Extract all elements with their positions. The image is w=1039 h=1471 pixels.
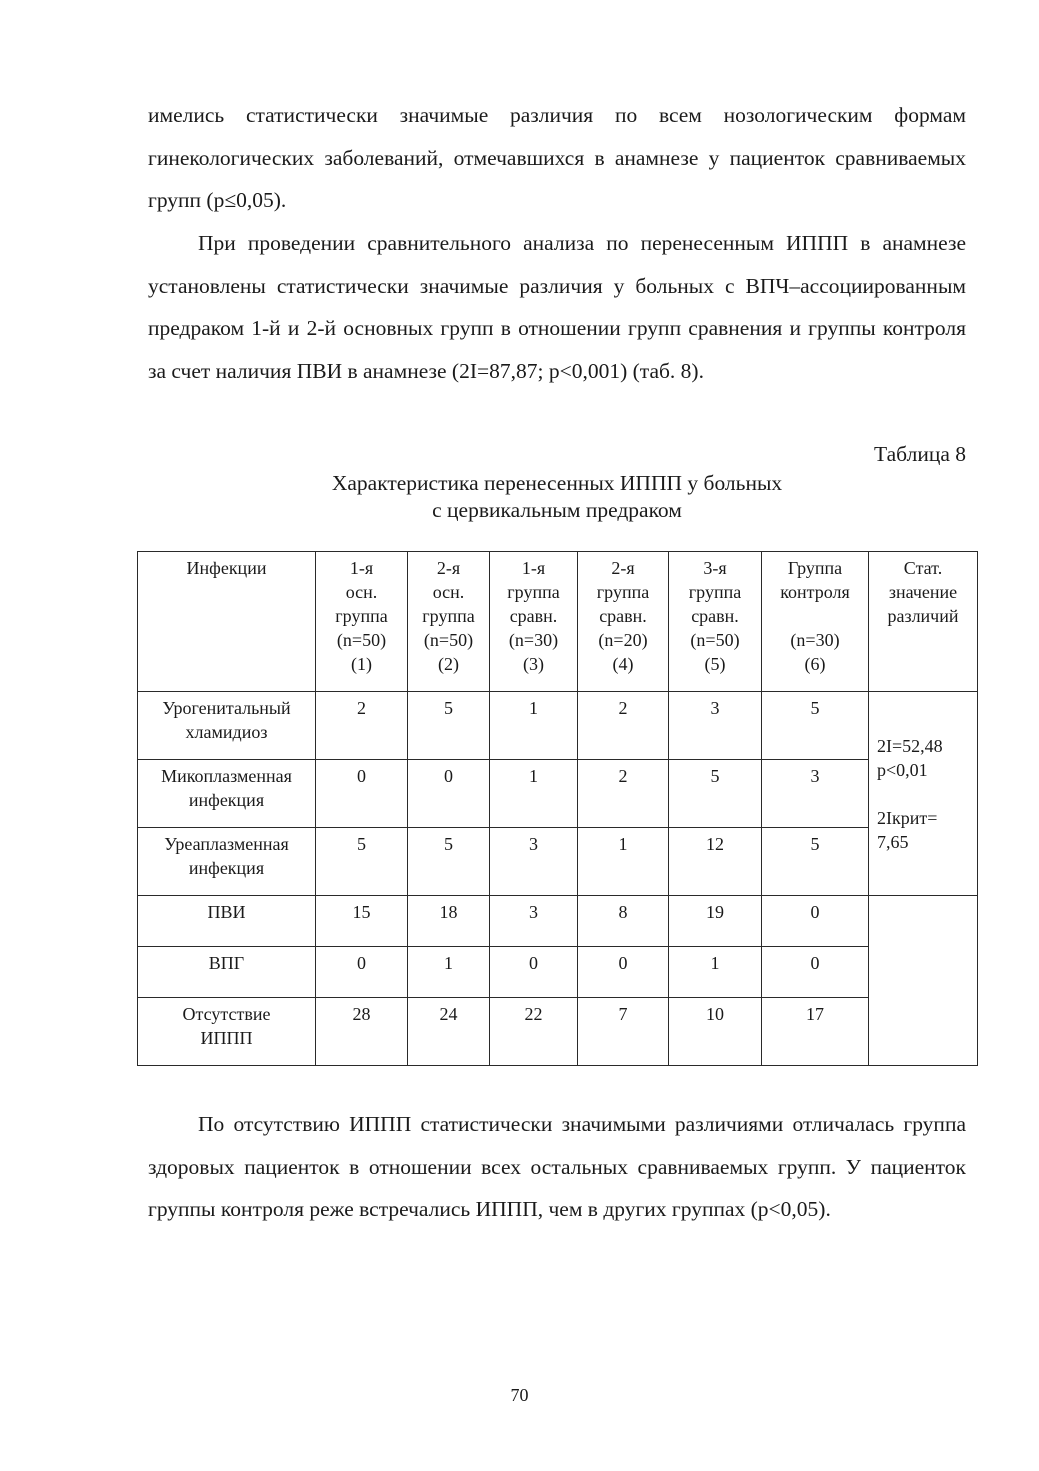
table-cell: 24: [408, 998, 490, 1066]
column-header-line: 1-я: [349, 558, 374, 578]
row-label: [138, 760, 316, 828]
table-cell: 1: [490, 760, 578, 828]
column-header-line: контроля: [780, 582, 850, 602]
table-cell: 7: [578, 998, 669, 1066]
column-header-line: группа: [422, 606, 475, 626]
column-header: [578, 552, 669, 692]
row-label-line: инфекция: [188, 858, 265, 878]
table-cell: 0: [408, 760, 490, 828]
row-label: [138, 998, 316, 1066]
column-header-line: сравн.: [509, 606, 558, 626]
column-header-line: Стат.: [903, 558, 943, 578]
table-cell: 5: [408, 692, 490, 760]
table-cell: 1: [490, 692, 578, 760]
column-header: [490, 552, 578, 692]
table-cell: 1: [669, 947, 762, 998]
row-label-line: Микоплазменная: [161, 766, 292, 786]
column-header-line: (6): [804, 654, 826, 674]
table-cell: 0: [490, 947, 578, 998]
table-cell: 2: [316, 692, 408, 760]
table-row: [138, 947, 978, 998]
column-header-line: (1): [351, 654, 372, 674]
column-header-line: (n=50): [423, 630, 474, 650]
row-label: [138, 828, 316, 896]
table-title-line-2: с цервикальным предраком: [432, 498, 682, 522]
row-label-line: ВПГ: [208, 953, 245, 973]
table-cell: 15: [316, 896, 408, 947]
table-cell: 5: [762, 692, 869, 760]
row-label-line: ИППП: [200, 1028, 253, 1048]
column-header-line: (2): [438, 654, 459, 674]
table-body: [138, 692, 978, 1066]
table-row: [138, 896, 978, 947]
header-row: [138, 552, 978, 692]
column-header: [869, 552, 978, 692]
row-label-line: ПВИ: [207, 902, 246, 922]
table-cell: 1: [578, 828, 669, 896]
table-cell: 3: [669, 692, 762, 760]
table-cell: 19: [669, 896, 762, 947]
stat-value: 7,65: [877, 831, 909, 852]
column-header-line: (n=20): [598, 630, 648, 650]
stat-empty-cell: [869, 896, 978, 1066]
column-header-line: осн.: [345, 582, 378, 602]
stat-significance-cell: [869, 692, 978, 896]
table-cell: 0: [316, 760, 408, 828]
table-cell: 2: [578, 760, 669, 828]
table-cell: 2: [578, 692, 669, 760]
table-cell: 3: [490, 828, 578, 896]
column-header: [669, 552, 762, 692]
table-cell: 10: [669, 998, 762, 1066]
column-header-line: (4): [612, 654, 634, 674]
column-header-line: (5): [704, 654, 726, 674]
table-cell: 3: [762, 760, 869, 828]
column-header-line: (n=30): [790, 630, 840, 650]
column-header-line: 2-я: [611, 558, 635, 578]
column-header-line: сравн.: [691, 606, 739, 626]
column-header-line: сравн.: [599, 606, 647, 626]
column-header-line: 3-я: [703, 558, 727, 578]
column-header-line: Инфекции: [186, 558, 267, 578]
table-row: [138, 760, 978, 828]
column-header-line: группа: [335, 606, 388, 626]
column-header-line: значение: [888, 582, 958, 602]
column-header-line: 2-я: [436, 558, 461, 578]
table-cell: 3: [490, 896, 578, 947]
column-header-line: (n=50): [690, 630, 740, 650]
stat-value: 2I=52,48: [877, 735, 943, 756]
stat-value: 2Iкрит=: [877, 807, 938, 828]
paragraph-conclusion: По отсутствию ИППП статистически значимыми различиями отличалась группа здоровых пациенток в отношении всех остальных сравниваемых групп. У пациенток группы контроля реже встречались ИППП, чем в других группах (p<0,05).: [148, 1112, 966, 1221]
column-header-line: 1-я: [521, 558, 546, 578]
table-cell: 5: [762, 828, 869, 896]
table-cell: 17: [762, 998, 869, 1066]
column-header: [762, 552, 869, 692]
table-cell: 8: [578, 896, 669, 947]
row-label-line: Урогенитальный: [162, 698, 291, 718]
column-header: [316, 552, 408, 692]
row-label-line: инфекция: [188, 790, 265, 810]
column-header-line: (3): [523, 654, 544, 674]
table-cell: 12: [669, 828, 762, 896]
column-header-line: (n=50): [336, 630, 387, 650]
row-label: [138, 692, 316, 760]
row-label-line: Уреаплазменная: [164, 834, 289, 854]
table-row: [138, 692, 978, 760]
table-cell: 28: [316, 998, 408, 1066]
column-header-line: различий: [887, 606, 959, 626]
table-cell: 0: [316, 947, 408, 998]
table-label: Таблица 8: [874, 442, 966, 466]
table-cell: 0: [578, 947, 669, 998]
table-cell: 22: [490, 998, 578, 1066]
table-cell: 5: [669, 760, 762, 828]
column-header-line: группа: [688, 582, 742, 602]
row-label: [138, 896, 316, 947]
paragraph-continuation: имелись статистически значимые различия по всем нозологическим формам гинекологических заболеваний, отмечавшихся в анамнезе у пациенток сравниваемых групп (p≤0,05).: [148, 103, 966, 212]
column-header-line: группа: [596, 582, 650, 602]
table-title-line-1: Характеристика перенесенных ИППП у больных: [331, 471, 783, 495]
table-header: [138, 552, 978, 692]
row-label: [138, 947, 316, 998]
column-header-line: (n=30): [508, 630, 559, 650]
row-label-line: Отсутствие: [182, 1004, 271, 1024]
row-label-line: хламидиоз: [185, 722, 268, 742]
column-header-line: Группа: [787, 558, 843, 578]
column-header-line: [765, 604, 865, 628]
table-cell: 0: [762, 896, 869, 947]
table-cell: 18: [408, 896, 490, 947]
column-header: [138, 552, 316, 692]
table-title: [148, 470, 966, 524]
column-header: [408, 552, 490, 692]
table-cell: 0: [762, 947, 869, 998]
infections-table: [137, 551, 978, 1066]
stat-value: p<0,01: [877, 759, 928, 780]
table-cell: 5: [408, 828, 490, 896]
column-header-line: группа: [507, 582, 560, 602]
table-cell: 5: [316, 828, 408, 896]
page-number: 70: [510, 1385, 529, 1405]
table-row: [138, 828, 978, 896]
table-cell: 1: [408, 947, 490, 998]
column-header-line: осн.: [432, 582, 465, 602]
paragraph-ippp-analysis: При проведении сравнительного анализа по перенесенным ИППП в анамнезе установлены статистически значимые различия у больных с ВПЧ–ассоциированным предраком 1-й и 2-й основных групп в отношении групп сравнения и группы контроля за счет наличия ПВИ в анамнезе (2I=87,87; р<0,001) (таб. 8).: [148, 231, 966, 383]
table-row: [138, 998, 978, 1066]
